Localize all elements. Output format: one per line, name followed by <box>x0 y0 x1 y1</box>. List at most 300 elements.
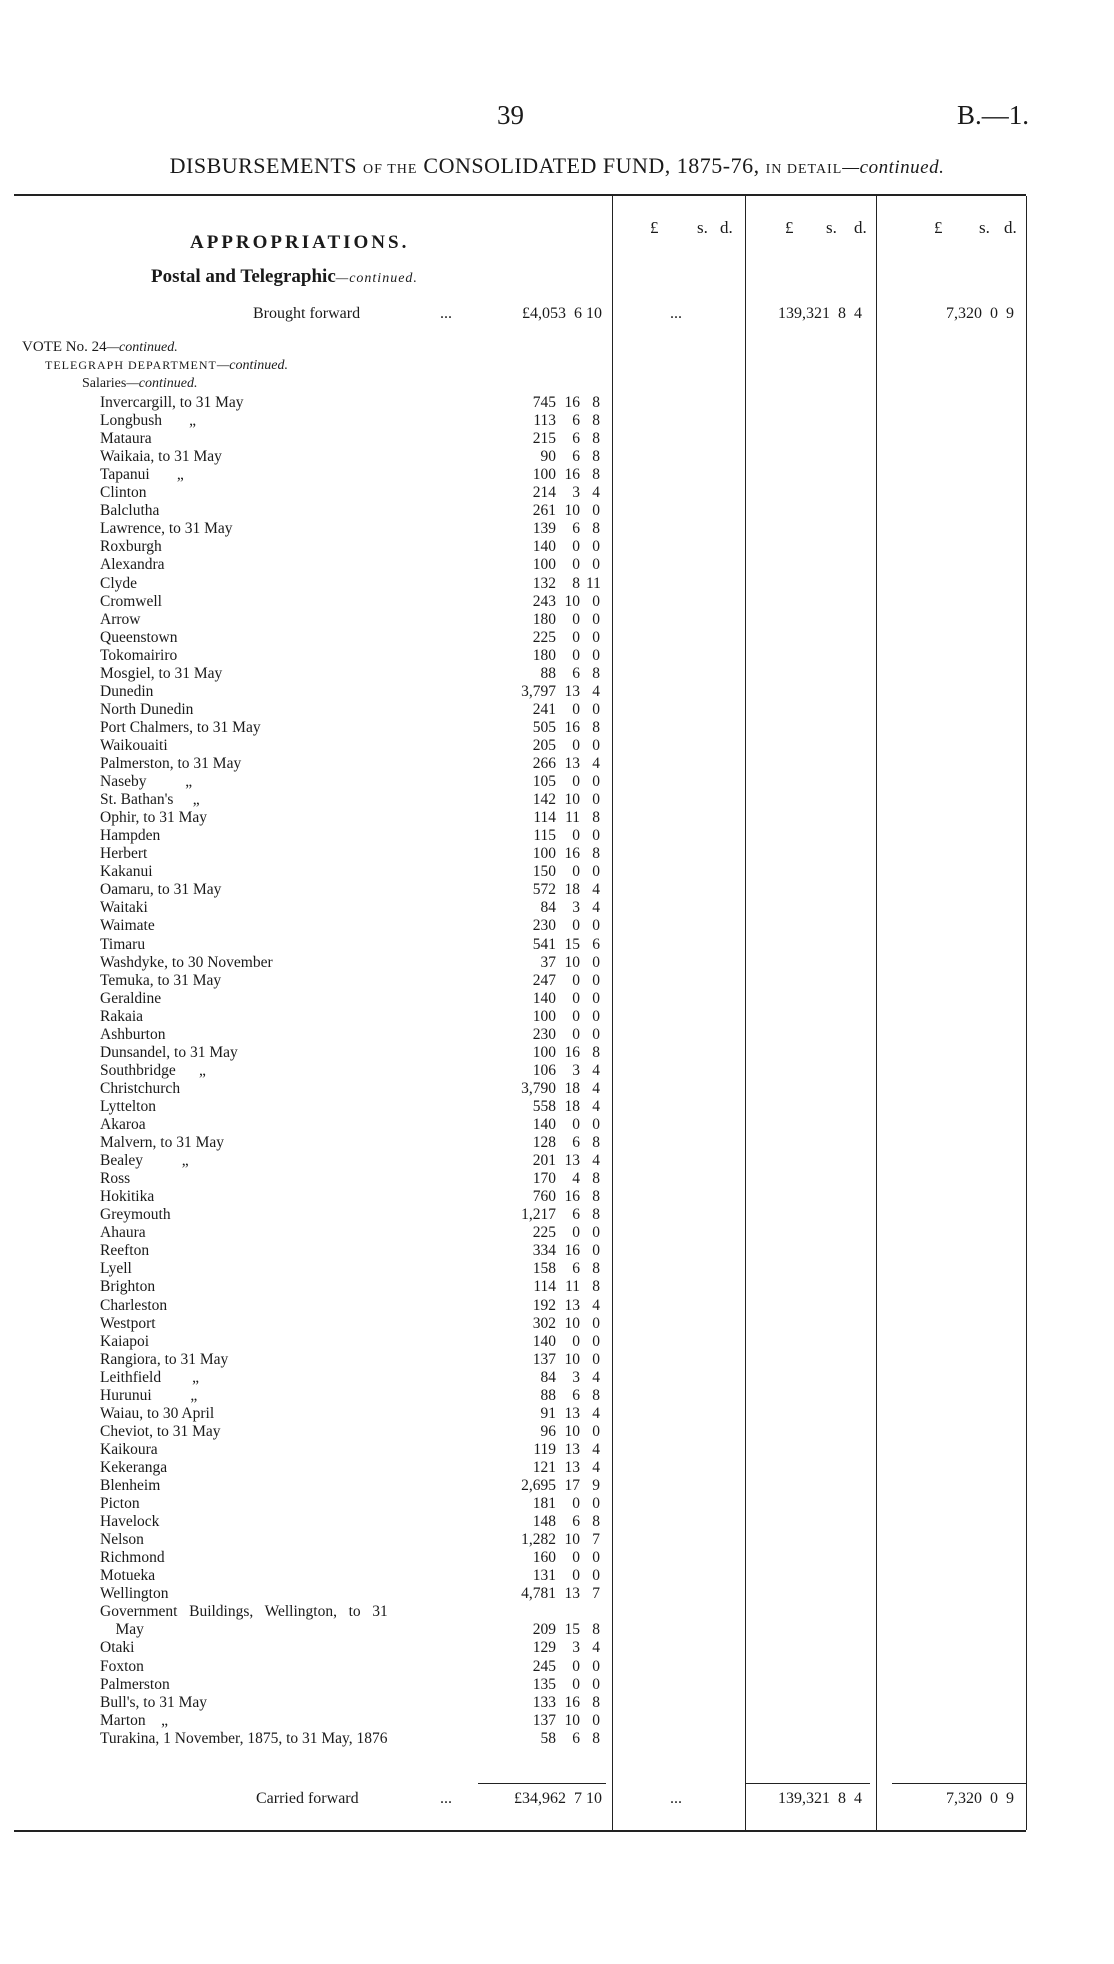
table-row <box>100 1134 600 1152</box>
row-label: Lawrence, to 31 May <box>100 520 233 538</box>
row-shillings: 6 <box>572 1513 580 1531</box>
page-title <box>0 153 1114 179</box>
row-label: Mosgiel, to 31 May <box>100 664 223 682</box>
table-row <box>100 1441 600 1459</box>
row-pounds: 1,282 <box>521 1531 556 1549</box>
row-label: Charleston <box>100 1296 168 1314</box>
table-row <box>100 1026 600 1044</box>
row-pounds: 129 <box>532 1639 556 1657</box>
row-shillings: 8 <box>572 574 580 592</box>
table-row <box>100 1260 600 1278</box>
table-row <box>100 990 600 1008</box>
table-row <box>100 1639 600 1657</box>
row-pence: 0 <box>592 1567 600 1585</box>
row-shillings: 0 <box>572 1007 580 1025</box>
row-pounds: 88 <box>540 664 556 682</box>
row-shillings: 13 <box>564 682 580 700</box>
table-row <box>100 972 600 990</box>
row-pence: 8 <box>592 412 600 430</box>
table-row <box>100 1062 600 1080</box>
row-label: Brighton <box>100 1278 156 1296</box>
row-pounds: 225 <box>532 1224 556 1242</box>
row-pounds: 84 <box>540 899 556 917</box>
row-label: Kaiapoi <box>100 1332 150 1350</box>
row-pounds: 114 <box>533 809 556 827</box>
row-label: Longbush „ <box>100 412 197 430</box>
row-pence: 4 <box>592 1097 600 1115</box>
row-pence: 0 <box>592 917 600 935</box>
row-label: Ross <box>100 1170 131 1188</box>
row-label: St. Bathan's „ <box>100 791 200 809</box>
row-pence: 8 <box>592 809 600 827</box>
row-label: Roxburgh <box>100 538 162 556</box>
row-label: Temuka, to 31 May <box>100 971 222 989</box>
row-label: Palmerston <box>100 1675 170 1693</box>
table-row <box>100 936 600 954</box>
table-row <box>100 1333 600 1351</box>
row-shillings: 10 <box>564 791 580 809</box>
row-pounds: 137 <box>532 1711 556 1729</box>
row-shillings: 0 <box>572 610 580 628</box>
row-shillings: 0 <box>572 1495 580 1513</box>
row-label: Kakanui <box>100 863 153 881</box>
column-divider-4 <box>1026 196 1027 1830</box>
table-row <box>100 647 600 665</box>
table-row <box>100 1351 600 1369</box>
row-pence: 8 <box>592 1621 600 1639</box>
row-pounds: 192 <box>532 1296 556 1314</box>
row-pence: 0 <box>592 1711 600 1729</box>
row-label: Westport <box>100 1314 156 1332</box>
row-label: Otaki <box>100 1639 135 1657</box>
row-label: Lyttelton <box>100 1097 156 1115</box>
postal-heading-text: Postal and Telegraphic <box>151 266 336 287</box>
row-pence: 4 <box>592 1368 600 1386</box>
row-label: Ahaura <box>100 1224 146 1242</box>
row-shillings: 0 <box>572 917 580 935</box>
row-pounds: 245 <box>532 1657 556 1675</box>
row-shillings: 6 <box>572 1206 580 1224</box>
row-label: Lyell <box>100 1260 132 1278</box>
row-label: Arrow <box>100 610 141 628</box>
row-pence: 0 <box>592 502 600 520</box>
table-row <box>100 845 600 863</box>
table-row <box>100 773 600 791</box>
col3-pence-header: d. <box>1004 218 1017 237</box>
row-pounds: 115 <box>533 827 556 845</box>
row-pence: 8 <box>592 394 600 411</box>
row-label: Ophir, to 31 May <box>100 809 208 827</box>
row-pounds: 266 <box>532 755 556 772</box>
row-pounds: 3,790 <box>521 1079 556 1097</box>
row-pounds: 180 <box>532 646 556 664</box>
table-row <box>100 1206 600 1224</box>
row-pounds: 572 <box>532 881 556 899</box>
row-pounds: 241 <box>532 700 556 718</box>
row-shillings: 0 <box>572 646 580 664</box>
row-pence: 8 <box>592 1134 600 1152</box>
department-heading-continued: —continued. <box>216 358 288 373</box>
row-pence: 0 <box>592 610 600 628</box>
row-shillings: 0 <box>572 556 580 574</box>
row-pounds: 132 <box>532 574 556 592</box>
carried-forward-col2: 139,321 8 4 <box>778 1790 862 1807</box>
table-row <box>100 1044 600 1062</box>
brought-forward-col3: 7,320 0 9 <box>946 305 1014 322</box>
row-label: Hokitika <box>100 1188 155 1206</box>
column-divider-3 <box>876 196 877 1830</box>
table-row <box>100 1567 600 1585</box>
row-shillings: 18 <box>564 1079 580 1097</box>
col2-pounds-header: £ <box>785 218 794 237</box>
row-pounds: 2,695 <box>521 1477 556 1494</box>
row-pence: 0 <box>592 989 600 1007</box>
vote-heading-text: VOTE No. 24 <box>22 339 107 355</box>
row-pence: 4 <box>592 1458 600 1476</box>
brought-forward-dots: ... <box>440 305 452 322</box>
row-shillings: 13 <box>564 1296 580 1314</box>
salaries-heading-text: Salaries <box>82 376 127 391</box>
carried-forward-rule-col3 <box>892 1783 1026 1784</box>
table-row <box>100 1513 600 1531</box>
table-row <box>100 1495 600 1513</box>
row-shillings: 0 <box>572 1567 580 1585</box>
row-pence: 0 <box>592 953 600 971</box>
row-label: Turakina, 1 November, 1875, to 31 May, 1876 <box>100 1729 388 1747</box>
row-pounds: 209 <box>532 1621 556 1639</box>
table-row <box>100 917 600 935</box>
row-pounds: 91 <box>540 1404 556 1422</box>
row-pence: 0 <box>592 700 600 718</box>
row-label: Timaru <box>100 935 146 953</box>
row-shillings: 6 <box>572 1134 580 1152</box>
row-shillings: 13 <box>564 1440 580 1458</box>
row-shillings: 18 <box>564 1097 580 1115</box>
row-pence: 0 <box>592 1657 600 1675</box>
row-pounds: 142 <box>532 791 556 809</box>
row-pounds: 100 <box>532 466 556 484</box>
table-row <box>100 484 600 502</box>
row-pence: 0 <box>592 1224 600 1242</box>
row-label: Rangiora, to 31 May <box>100 1350 229 1368</box>
row-pounds: 760 <box>532 1188 556 1206</box>
table-row <box>100 665 600 683</box>
table-row <box>100 1459 600 1477</box>
row-label: Bull's, to 31 May <box>100 1693 207 1711</box>
table-row <box>100 1080 600 1098</box>
row-pence: 7 <box>592 1585 600 1603</box>
row-pence: 8 <box>592 1188 600 1206</box>
row-label: Alexandra <box>100 556 165 574</box>
table-row <box>100 1387 600 1405</box>
row-pounds: 135 <box>532 1675 556 1693</box>
row-shillings: 4 <box>572 1170 580 1188</box>
row-shillings: 3 <box>572 484 580 502</box>
row-shillings: 6 <box>572 430 580 448</box>
table-row <box>100 394 600 412</box>
table-bottom-rule <box>14 1830 1026 1832</box>
col3-pounds-header: £ <box>934 218 943 237</box>
page-number: 39 <box>497 100 524 130</box>
row-pounds: 137 <box>532 1350 556 1368</box>
row-shillings: 0 <box>572 628 580 646</box>
table-row <box>100 448 600 466</box>
row-pence: 0 <box>592 1675 600 1693</box>
row-pounds: 84 <box>540 1368 556 1386</box>
row-pounds: 100 <box>532 845 556 863</box>
row-label: Southbridge „ <box>100 1061 206 1079</box>
row-shillings: 13 <box>564 1585 580 1603</box>
row-pounds: 745 <box>532 394 556 411</box>
table-row <box>100 881 600 899</box>
row-pounds: 119 <box>533 1440 556 1458</box>
row-pounds: 181 <box>532 1495 556 1513</box>
table-row <box>100 1242 600 1260</box>
row-label: Hurunui „ <box>100 1386 198 1404</box>
row-label: Cromwell <box>100 592 162 610</box>
row-pence: 4 <box>592 755 600 772</box>
row-pounds: 230 <box>532 1025 556 1043</box>
row-label: Nelson <box>100 1531 144 1549</box>
table-row <box>100 1188 600 1206</box>
row-pounds: 140 <box>532 1116 556 1133</box>
row-shillings: 16 <box>564 394 580 411</box>
row-shillings: 0 <box>572 989 580 1007</box>
row-pounds: 4,781 <box>521 1585 556 1603</box>
carried-forward-label: Carried forward <box>256 1790 359 1807</box>
row-label: Reefton <box>100 1242 150 1260</box>
row-shillings: 10 <box>564 953 580 971</box>
row-pence: 8 <box>592 1043 600 1061</box>
table-row <box>100 1531 600 1549</box>
row-pounds: 88 <box>540 1386 556 1404</box>
postal-heading <box>151 266 418 288</box>
table-row <box>100 1405 600 1423</box>
row-pence: 4 <box>592 682 600 700</box>
row-pence: 0 <box>592 628 600 646</box>
row-shillings: 0 <box>572 773 580 791</box>
row-pence: 8 <box>592 430 600 448</box>
row-shillings: 6 <box>572 1729 580 1747</box>
row-label: Washdyke, to 30 November <box>100 953 273 971</box>
row-shillings: 6 <box>572 412 580 430</box>
row-shillings: 16 <box>564 1043 580 1061</box>
row-shillings: 0 <box>572 538 580 556</box>
table-row <box>100 899 600 917</box>
row-pounds: 140 <box>532 989 556 1007</box>
row-shillings: 6 <box>572 520 580 538</box>
row-pence: 0 <box>592 1495 600 1513</box>
row-pounds: 58 <box>540 1729 556 1747</box>
table-row <box>100 1621 600 1639</box>
table-row <box>100 1676 600 1694</box>
col1-pounds-header: £ <box>650 218 659 237</box>
row-label: Ashburton <box>100 1025 166 1043</box>
row-pence: 9 <box>592 1477 600 1494</box>
row-shillings: 0 <box>572 827 580 845</box>
row-pounds: 90 <box>540 448 556 466</box>
table-row <box>100 1278 600 1296</box>
row-shillings: 13 <box>564 1404 580 1422</box>
carried-forward-dots: ... <box>440 1790 452 1807</box>
row-pounds: 558 <box>532 1097 556 1115</box>
row-pounds: 105 <box>532 773 556 791</box>
row-shillings: 10 <box>564 1350 580 1368</box>
row-pounds: 140 <box>532 1332 556 1350</box>
table-row <box>100 1549 600 1567</box>
row-label: North Dunedin <box>100 700 194 718</box>
row-pence: 0 <box>592 971 600 989</box>
row-pounds: 230 <box>532 917 556 935</box>
column-divider-2 <box>745 196 746 1830</box>
col3-shillings-header: s. <box>979 218 990 237</box>
row-pounds: 541 <box>532 935 556 953</box>
table-row <box>100 1712 600 1730</box>
row-label: Waikouaiti <box>100 736 168 754</box>
row-pence: 8 <box>592 1729 600 1747</box>
row-label: Akaroa <box>100 1116 146 1133</box>
table-row <box>100 827 600 845</box>
table-row <box>100 1369 600 1387</box>
row-label: Dunedin <box>100 682 154 700</box>
row-pence: 0 <box>592 1422 600 1440</box>
brought-forward-col2: 139,321 8 4 <box>778 305 862 322</box>
row-pounds: 113 <box>533 412 556 430</box>
row-pounds: 96 <box>540 1422 556 1440</box>
salaries-heading-continued: —continued. <box>126 376 198 391</box>
table-row <box>100 737 600 755</box>
row-pence: 4 <box>592 881 600 899</box>
row-pounds: 150 <box>532 863 556 881</box>
row-pence: 0 <box>592 1332 600 1350</box>
row-label: Foxton <box>100 1657 144 1675</box>
table-row <box>100 1116 600 1134</box>
row-pence: 4 <box>592 484 600 502</box>
row-shillings: 16 <box>564 1242 580 1260</box>
row-pounds: 180 <box>532 610 556 628</box>
row-pence: 0 <box>592 538 600 556</box>
title-part-1: DISBURSEMENTS <box>169 153 358 178</box>
row-shillings: 10 <box>564 1314 580 1332</box>
title-part-4: IN DETAIL <box>765 162 843 177</box>
table-row <box>100 611 600 629</box>
row-pounds: 106 <box>532 1061 556 1079</box>
row-pence: 0 <box>592 1314 600 1332</box>
table-row <box>100 502 600 520</box>
row-pounds: 158 <box>532 1260 556 1278</box>
row-shillings: 3 <box>572 1061 580 1079</box>
row-pence: 8 <box>592 448 600 466</box>
row-pence: 4 <box>592 1404 600 1422</box>
row-pence: 4 <box>592 1079 600 1097</box>
brought-forward-amount: £4,053 6 10 <box>522 305 602 322</box>
row-pounds: 201 <box>532 1152 556 1170</box>
carried-forward-rule <box>478 1783 606 1784</box>
row-label: Naseby „ <box>100 773 193 791</box>
row-label: Kaikoura <box>100 1440 158 1458</box>
row-pence: 8 <box>592 845 600 863</box>
row-pounds: 100 <box>532 1007 556 1025</box>
row-pence: 8 <box>592 520 600 538</box>
vote-heading <box>22 339 178 356</box>
table-row <box>100 701 600 719</box>
table-row <box>100 1098 600 1116</box>
row-pence: 6 <box>592 935 600 953</box>
table-row <box>100 520 600 538</box>
row-pence: 8 <box>592 1386 600 1404</box>
row-label: Clinton <box>100 484 147 502</box>
row-pounds: 334 <box>532 1242 556 1260</box>
table-row <box>100 1585 600 1603</box>
table-row <box>100 1658 600 1676</box>
row-shillings: 0 <box>572 700 580 718</box>
row-shillings: 0 <box>572 736 580 754</box>
row-pence: 7 <box>592 1531 600 1549</box>
carried-forward-col3: 7,320 0 9 <box>946 1790 1014 1807</box>
row-label: Geraldine <box>100 989 162 1007</box>
department-heading <box>45 358 288 374</box>
row-label: Waitaki <box>100 899 148 917</box>
row-label: Clyde <box>100 574 138 592</box>
table-row <box>100 1008 600 1026</box>
table-row <box>100 1315 600 1333</box>
row-pounds: 1,217 <box>521 1206 556 1224</box>
table-top-rule <box>14 194 1026 196</box>
row-pence: 0 <box>592 791 600 809</box>
table-row <box>100 1224 600 1242</box>
vote-heading-continued: —continued. <box>106 340 178 355</box>
row-shillings: 16 <box>564 1693 580 1711</box>
row-label: Balclutha <box>100 502 160 520</box>
row-pence: 8 <box>592 1513 600 1531</box>
brought-forward-col1: ... <box>670 305 682 322</box>
row-pence: 0 <box>592 1007 600 1025</box>
table-row <box>100 1152 600 1170</box>
row-shillings: 13 <box>564 1152 580 1170</box>
table-row <box>100 683 600 701</box>
row-shillings: 13 <box>564 755 580 772</box>
row-label: Marton „ <box>100 1711 169 1729</box>
row-pence: 8 <box>592 1693 600 1711</box>
row-pence: 4 <box>592 1296 600 1314</box>
table-row <box>100 719 600 737</box>
row-pence: 4 <box>592 1440 600 1458</box>
table-row <box>100 1694 600 1712</box>
row-pence: 8 <box>592 1260 600 1278</box>
row-label: Havelock <box>100 1513 160 1531</box>
row-label: Cheviot, to 31 May <box>100 1422 221 1440</box>
row-pence: 8 <box>592 718 600 736</box>
row-pence: 8 <box>592 664 600 682</box>
row-pounds: 243 <box>532 592 556 610</box>
row-label: Malvern, to 31 May <box>100 1134 224 1152</box>
row-pence: 0 <box>592 1549 600 1567</box>
row-pounds: 247 <box>532 971 556 989</box>
row-shillings: 3 <box>572 1639 580 1657</box>
row-pence: 0 <box>592 827 600 845</box>
row-pounds: 160 <box>532 1549 556 1567</box>
brought-forward-label: Brought forward <box>253 305 361 322</box>
title-part-3: CONSOLIDATED FUND, 1875-76, <box>423 153 760 178</box>
appropriations-heading: APPROPRIATIONS. <box>190 232 410 253</box>
col1-pence-header: d. <box>720 218 733 237</box>
col1-shillings-header: s. <box>697 218 708 237</box>
row-label: Leithfield „ <box>100 1368 199 1386</box>
row-shillings: 18 <box>564 881 580 899</box>
row-pounds: 215 <box>532 430 556 448</box>
row-pence: 0 <box>592 556 600 574</box>
row-shillings: 11 <box>565 809 580 827</box>
